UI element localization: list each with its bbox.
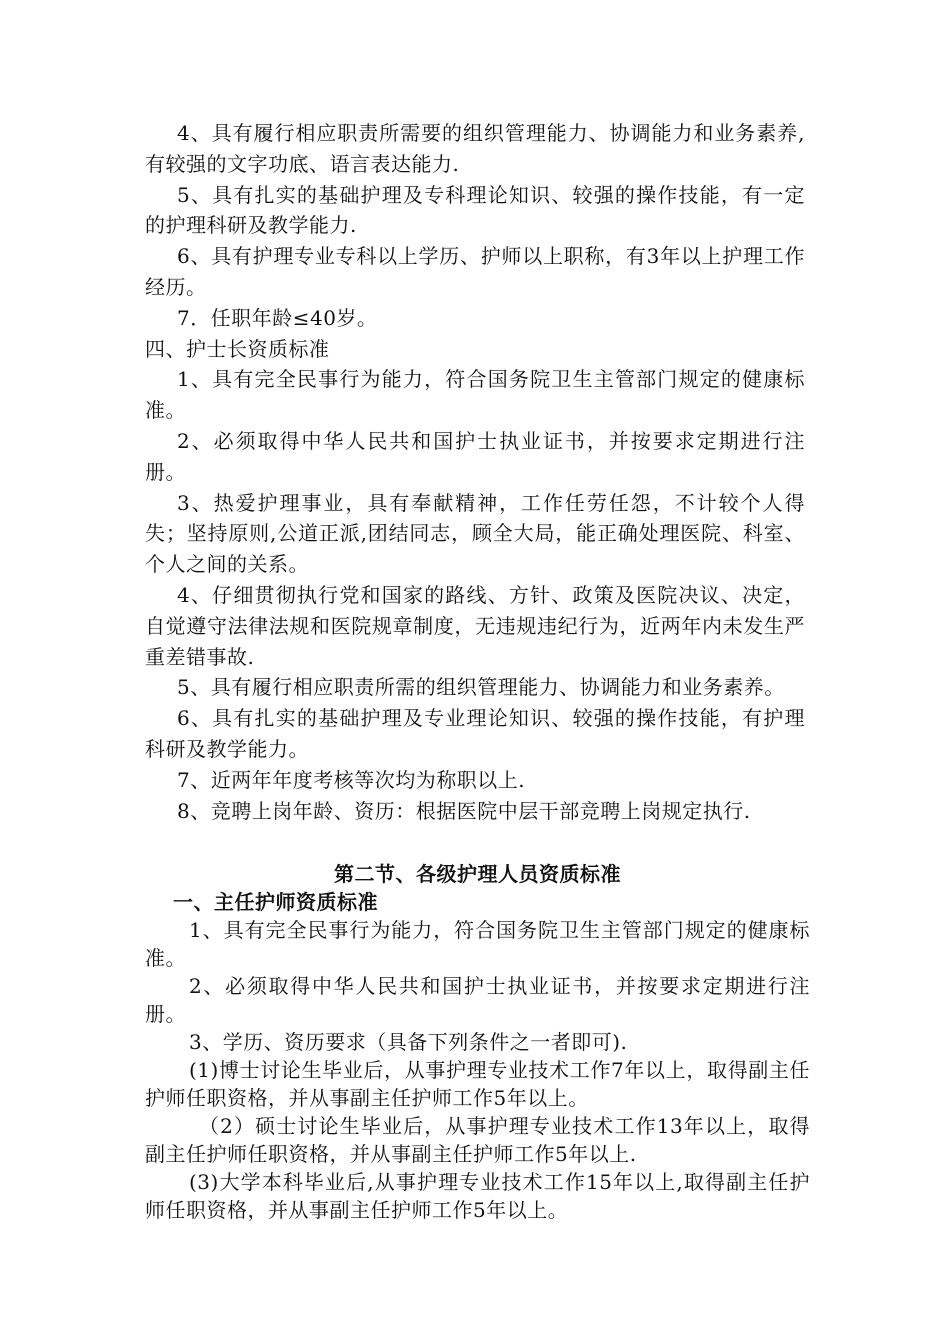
paragraph-item: 1、具有完全民事行为能力，符合国务院卫生主管部门规定的健康标准。 [145,367,805,423]
paragraph-item: (3)大学本科毕业后,从事护理专业技术工作15年以上,取得副主任护师任职资格，并从事副主任护师工作5年以上。 [145,1170,810,1222]
text-block-upper [145,118,805,826]
chapter-title: 第二节、各级护理人员资质标准 [334,862,621,886]
subsection-heading: 一、主任护师资质标准 [173,890,378,914]
section-heading: 四、护士长资质标准 [145,336,330,361]
paragraph-item: 1、具有完全民事行为能力，符合国务院卫生主管部门规定的健康标准。 [145,918,810,970]
paragraph-item: 6、具有护理专业专科以上学历、护师以上职称，有3年以上护理工作经历。 [145,244,805,299]
paragraph-item: 4、具有履行相应职责所需要的组织管理能力、协调能力和业务素养,有较强的文字功底、语言表达能力. [145,121,805,176]
paragraph-item: 5、具有扎实的基础护理及专科理论知识、较强的操作技能，有一定的护理科研及教学能力. [145,182,805,238]
paragraph-item: 7、近两年年度考核等次均为称职以上. [177,767,526,792]
paragraph-item: 2、必须取得中华人民共和国护士执业证书，并按要求定期进行注册。 [145,974,810,1026]
paragraph-item: 3、热爱护理事业，具有奉献精神，工作任劳任怨，不计较个人得失；坚持原则,公道正派,团结同志，顾全大局，能正确处理医院、科室、个人之间的关系。 [145,490,805,577]
paragraph-item: 3、学历、资历要求（具备下列条件之一者即可). [189,1030,628,1054]
text-block-lower [145,860,810,1224]
paragraph-item: （2）硕士讨论生毕业后，从事护理专业技术工作13年以上，取得副主任护师任职资格，并从事副主任护师工作5年以上. [145,1114,810,1166]
paragraph-item: 2、必须取得中华人民共和国护士执业证书，并按要求定期进行注册。 [145,428,805,484]
paragraph-item: 8、竞聘上岗年龄、资历：根据医院中层干部竞聘上岗规定执行. [177,798,751,823]
paragraph-item: 4、仔细贯彻执行党和国家的路线、方针、政策及医院决议、决定，自觉遵守法律法规和医院规章制度，无违规违纪行为，近两年内未发生严重差错事故. [145,582,805,669]
paragraph-item: 5、具有履行相应职责所需的组织管理能力、协调能力和业务素养。 [177,675,785,700]
paragraph-item: 6、具有扎实的基础护理及专业理论知识、较强的操作技能，有护理科研及教学能力。 [145,706,805,761]
paragraph-item: (1)博士讨论生毕业后，从事护理专业技术工作7年以上，取得副主任护师任职资格，并从事副主任护师工作5年以上。 [145,1058,810,1110]
paragraph-item: 7．任职年龄≤40岁。 [177,305,378,330]
